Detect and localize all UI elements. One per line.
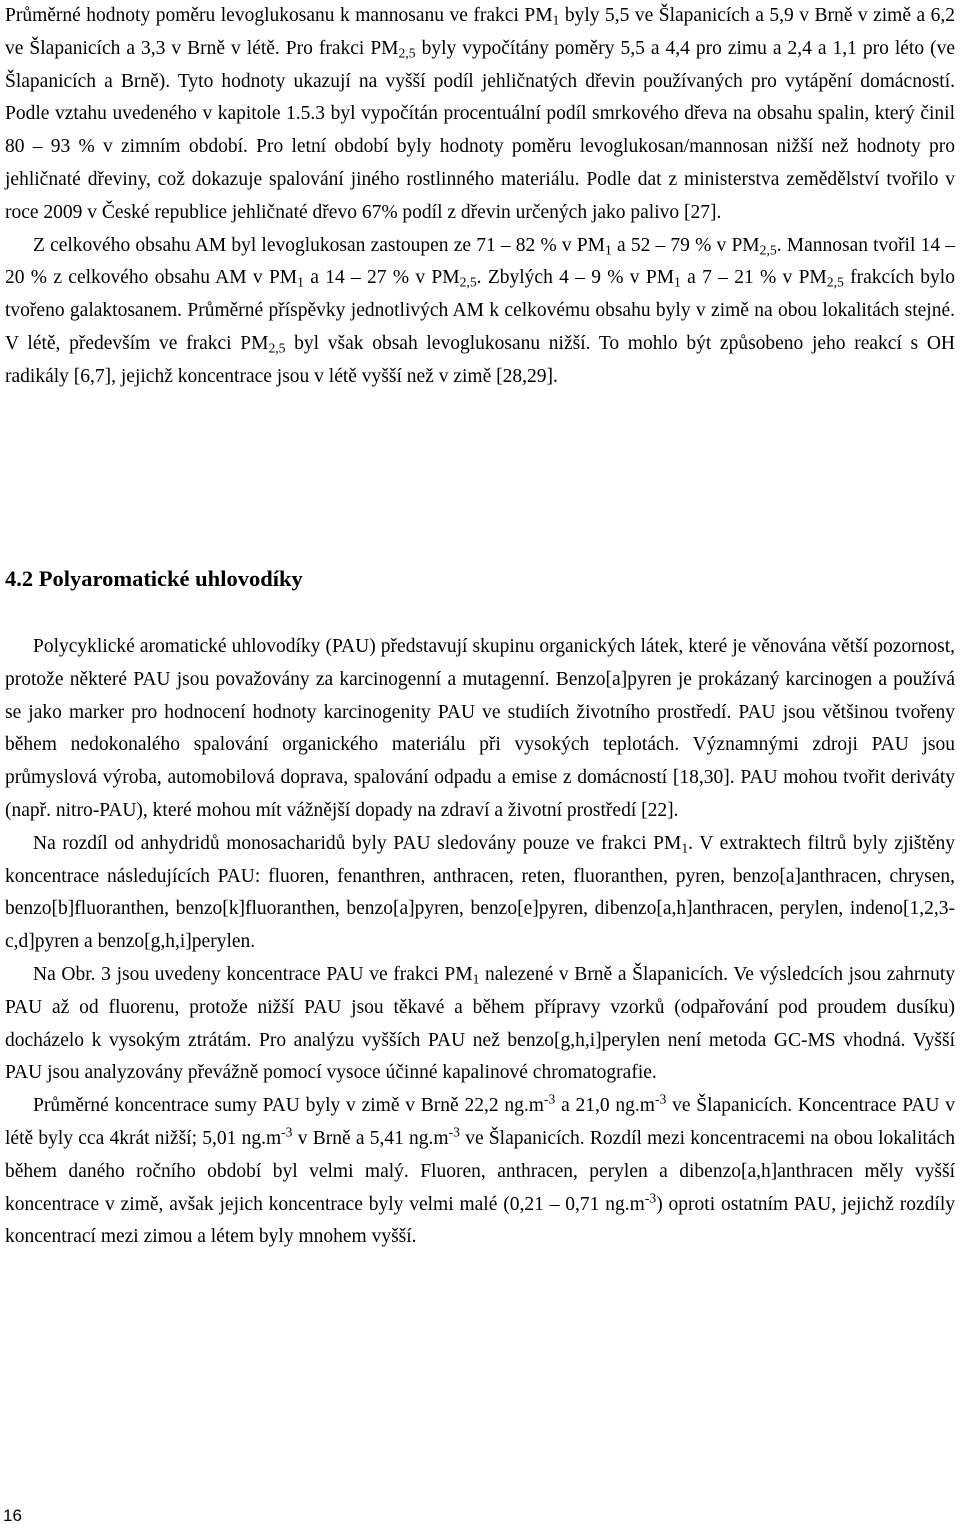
section-ratios — [5, 0, 955, 394]
paragraph-pah-list: Na rozdíl od anhydridů monosacharidů byly PAU sledovány pouze ve frakci $PM_1$. V extraktech filtrů byly zjištěny koncentrace následujících PAU: fluoren, fenanthren, anthracen, reten, fluoranthen, pyren, benzo[a]anthracen, chrysen, benzo[b]fluoranthen, benzo[k]fluoranthen, benzo[a]pyren, benzo[e]pyren, dibenzo[a,h]anthracen, perylen, indeno[1,2,3-c,d]pyren a benzo[g,h,i]perylen. — [5, 832, 955, 953]
paragraph-pah-intro: Polycyklické aromatické uhlovodíky (PAU) představují skupinu organických látek, které je věnována větší pozornost, protože některé PAU jsou považovány za karcinogenní a mutagenní. Benzo[a]pyren je prokázaný karcinogen a používá se jako marker pro hodnocení hodnoty karcinogenity PAU ve studiích životního prostředí. PAU jsou většinou tvořeny během nedokonalého spalování organického materiálu při vysokých teplotách. Významnými zdroji PAU jsou průmyslová výroba, automobilová doprava, spalování odpadu a emise z domácností [18,30]. PAU mohou tvořit deriváty (např. nitro-PAU), které mohou mít vážnější dopady na zdraví a životní prostředí [22]. — [5, 636, 955, 821]
paragraph-ratio-levoglucosan-mannosan: Průměrné hodnoty poměru levoglukosanu k mannosanu ve frakci $PM_1$ byly 5,5 ve Šlapanicích a 5,9 v Brně v zimě a 6,2 ve Šlapanicích a 3,3 v Brně v létě. Pro frakci $PM_{2,5}$ byly vypočítány poměry 5,5 a 4,4 pro zimu a 2,4 a 1,1 pro léto (ve Šlapanicích a Brně). Tyto hodnoty ukazují na vyšší podíl jehličnatých dřevin používaných pro vytápění domácností. Podle vztahu uvedeného v kapitole 1.5.3 byl vypočítán procentuální podíl smrkového dřeva na obsahu spalin, který činil 80 – 93 % v zimním období. Pro letní období byly hodnoty poměru levoglukosan/mannosan nižší než hodnoty pro jehličnaté dřeviny, což dokazuje spalování jiného rostlinného materiálu. Podle dat z ministerstva zemědělství tvořilo v roce 2009 v České republice jehličnaté dřevo 67% podíl z dřevin určených jako palivo [27]. — [5, 5, 955, 223]
section-pah — [5, 631, 955, 1254]
page-number: 16 — [3, 1506, 22, 1525]
paragraph-am-composition: Z celkového obsahu AM byl levoglukosan zastoupen ze 71 – 82 % v $PM_1$ a 52 – 79 % v $PM_{2,5}$. Mannosan tvořil 14 – 20 % z celkového obsahu AM v $PM_1$ a 14 – 27 % v $PM_{2,5}$. Zbylých 4 – 9 % v $PM_1$ a 7 – 21 % v $PM_{2,5}$ frakcích bylo tvořeno galaktosanem. Průměrné příspěvky jednotlivých AM k celkovému obsahu byly v zimě na obou lokalitách stejné. V létě, především ve frakci $PM_{2,5}$ byl však obsah levoglukosanu nižší. To mohlo být způsobeno jeho reakcí s OH radikály [6,7], jejichž koncentrace jsou v létě vyšší než v zimě [28,29]. — [5, 234, 955, 387]
paragraph-pah-concentrations: Průměrné koncentrace sumy PAU byly v zimě v Brně 22,2 $ng.m^{-3}$ a 21,0 $ng.m^{-3}$ ve Šlapanicích. Koncentrace PAU v létě byly cca 4krát nižší; 5,01 $ng.m^{-3}$ v Brně a 5,41 $ng.m^{-3}$ ve Šlapanicích. Rozdíl mezi koncentracemi na obou lokalitách během daného ročního období byl velmi malý. Fluoren, anthracen, perylen a dibenzo[a,h]anthracen měly vyšší koncentrace v zimě, avšak jejich koncentrace byly velmi malé (0,21 – 0,71 $ng.m^{-3}$) oproti ostatním PAU, jejichž rozdíly koncentrací mezi zimou a létem byly mnohem vyšší. — [5, 1091, 955, 1248]
section-heading: 4.2 Polyaromatické uhlovodíky — [5, 566, 303, 591]
paragraph-pah-figure: Na Obr. 3 jsou uvedeny koncentrace PAU ve frakci $PM_1$ nalezené v Brně a Šlapanicích. Ve výsledcích jsou zahrnuty PAU až od fluorenu, protože nižší PAU jsou těkavé a během přípravy vzorků (odpařování pod proudem dusíku) docházelo k vysokým ztrátám. Pro analýzu vyšších PAU než benzo[g,h,i]perylen není metoda GC-MS vhodná. Vyšší PAU jsou analyzovány převážně pomocí vysoce účinné kapalinové chromatografie. — [5, 963, 955, 1084]
